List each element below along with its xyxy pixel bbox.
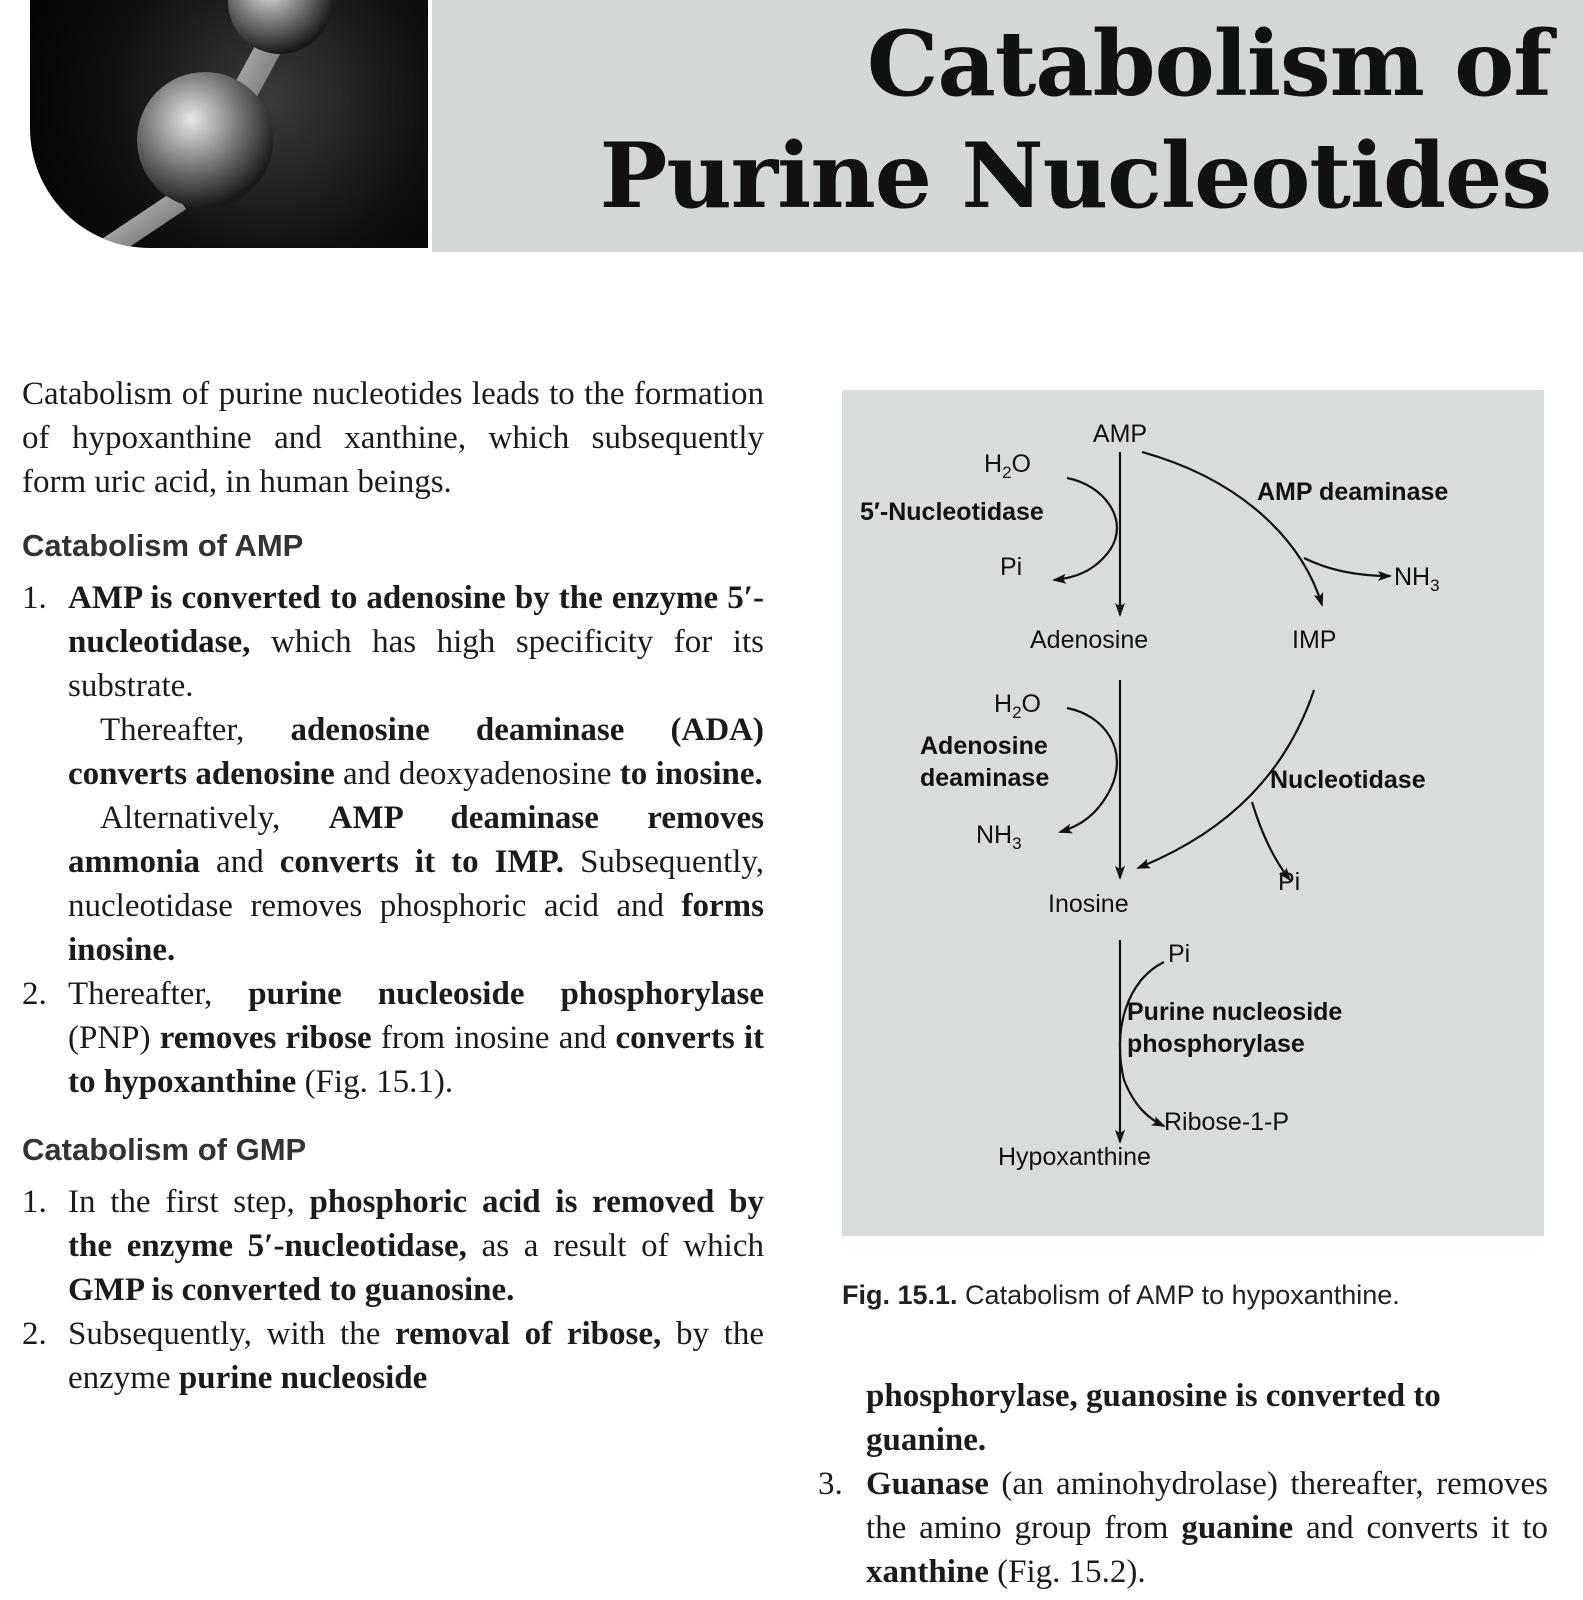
molecule-icon [30,0,428,248]
label-h2o-2: $H_2O$ [994,690,1041,722]
arrow-amp-imp [1142,452,1322,605]
figure-caption-text: Catabolism of AMP to hypoxanthine. [957,1280,1400,1310]
gmp-step-1: 1. In the first step, phosphoric acid is removed by the enzyme 5′-nucleotidase, as a result of which GMP is converted to guanosine. [22,1184,764,1308]
title-line-2: Purine Nucleotides [599,123,1551,229]
amp-step-1: 1. AMP is converted to adenosine by the enzyme 5′-nucleotidase, which has high specificity for its substrate. Thereafter, adenosine deaminase (ADA) converts adenosine and deoxyadenosine to inosine. Alternatively, AMP deaminase removes ammonia and converts it to IMP. Subsequently, nucleotidase removes phosphoric acid and forms inosine. [22,580,765,968]
label-adenosine: Adenosine [1030,626,1149,654]
gmp-heading: Catabolism of GMP [22,1132,307,1167]
title-line-1: Catabolism of [866,11,1551,117]
label-adenosine-deaminase-1: Adenosine [920,732,1048,760]
header-molecule-image [30,0,428,248]
gmp-steps-continued [818,1462,1548,1594]
right-column [818,1374,1548,1594]
amp-step-2: 2. Thereafter, purine nucleoside phosphorylase (PNP) removes ribose from inosine and converts it to hypoxanthine (Fig. 15.1). [22,976,765,1100]
label-h2o-1: $H_2O$ [984,450,1031,482]
label-adenosine-deaminase-2: deaminase [920,764,1050,792]
label-pi-2: Pi [1278,868,1301,896]
label-pi-1: Pi [1000,553,1023,581]
label-pnp-2: phosphorylase [1127,1030,1305,1058]
intro-paragraph: Catabolism of purine nucleotides leads to the formation of hypoxanthine and xanthine, which subsequently form uric acid, in human beings. [22,376,764,500]
gmp-steps [22,1180,764,1400]
arrow-nh3-out [1304,558,1390,576]
label-hypoxanthine: Hypoxanthine [998,1143,1151,1171]
gmp-step-2: 2. Subsequently, with the removal of ribose, by the enzyme purine nucleoside [22,1316,764,1396]
amp-steps [22,576,764,1104]
label-5-nucleotidase: 5′-Nucleotidase [860,498,1044,526]
label-pnp-1: Purine nucleoside [1127,998,1343,1026]
label-amp-deaminase: AMP deaminase [1257,478,1449,506]
label-pi-3: Pi [1168,940,1191,968]
label-nh3-1: $NH_3$ [1394,563,1440,595]
label-imp: IMP [1292,626,1337,654]
page-title [600,8,1551,232]
arrow-h2o-pi-1 [1054,478,1117,580]
arrow-h2o-nh3-2 [1060,708,1117,832]
gmp-step-3: 3. Guanase (an aminohydrolase) thereafter, removes the amino group from guanine and converts it to xanthine (Fig. 15.2). [818,1466,1549,1590]
label-nh3-2: $NH_3$ [976,821,1022,853]
figure-amp-catabolism [842,390,1544,1236]
label-amp: AMP [1092,420,1148,448]
label-inosine: Inosine [1048,890,1129,918]
gmp-step-2-continued: phosphorylase, guanosine is converted to guanine. [866,1378,1441,1458]
label-ribose-1-p: Ribose-1-P [1164,1108,1290,1136]
pathway-diagram [842,390,1544,1236]
figure-caption [842,1280,1562,1311]
label-nucleotidase: Nucleotidase [1270,766,1426,794]
left-column [22,372,764,1400]
amp-heading: Catabolism of AMP [22,528,304,563]
figure-caption-label: Fig. 15.1. [842,1280,958,1310]
